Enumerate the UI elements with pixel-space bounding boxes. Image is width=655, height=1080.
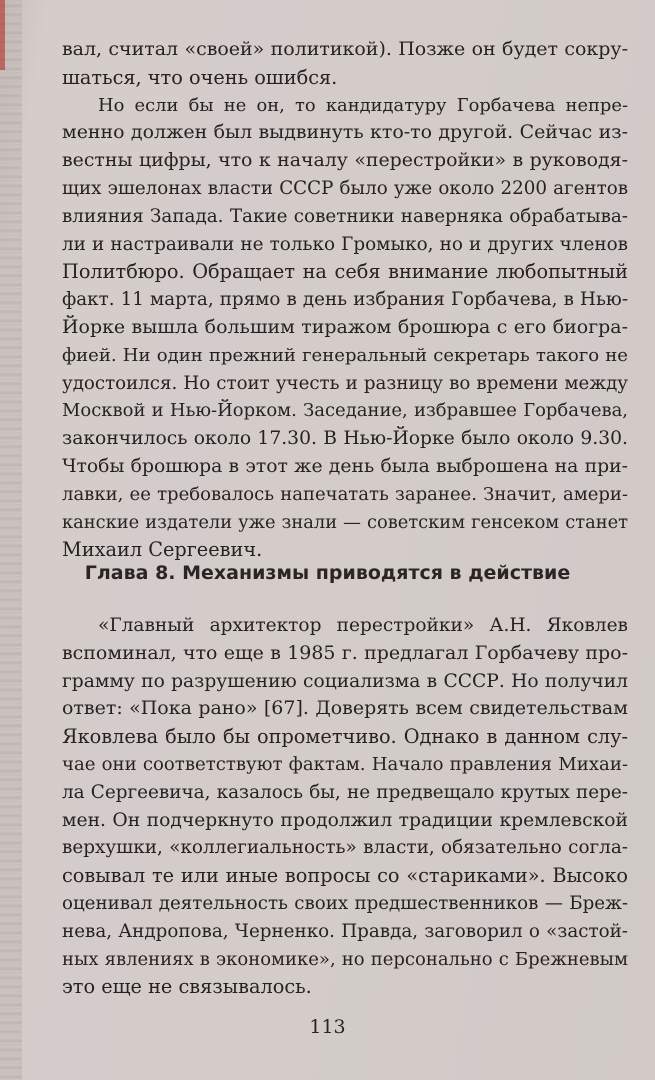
text-line: удостоился. Но стоит учесть и разницу во времени между — [62, 372, 628, 394]
text-line: вал, считал «своей» политикой). Позже он будет сокру- — [62, 38, 628, 60]
text-line: Йорке вышла большим тиражом брошюра с его биогра- — [62, 315, 628, 338]
text-line: Чтобы брошюра в этот же день была выброшена на при- — [62, 455, 628, 477]
text-line: Яковлева было бы опрометчиво. Однако в данном слу- — [62, 725, 628, 749]
text-line: менно должен был выдвинуть кто-то другой. Сейчас из- — [62, 121, 628, 144]
text-line: это еще не связывалось. — [62, 975, 312, 999]
text-line: канские издатели уже знали — советским генсеком станет — [62, 511, 628, 533]
text-line: верхушки, «коллегиальность» власти, обязательно согла- — [62, 837, 628, 859]
text-line: Но если бы не он, то кандидатуру Горбачева непре- — [98, 94, 628, 116]
text-line: щих эшелонах власти СССР было уже около 2200 агентов — [62, 177, 628, 199]
text-line: Москвой и Нью-Йорком. Заседание, избравшее Горбачева, — [62, 400, 628, 422]
text-line: ных явлениях в экономике», но персонально с Брежневым — [62, 948, 628, 970]
text-line: лавки, ее требовалось напечатать заранее. Значит, амери- — [62, 483, 628, 505]
chapter-heading: Глава 8. Механизмы приводятся в действие — [84, 562, 571, 584]
text-line: фией. Ни один прежний генеральный секретарь такого не — [62, 344, 628, 366]
body-text-top — [62, 36, 628, 564]
text-line: ли и настраивали не только Громыко, но и других членов — [62, 233, 628, 255]
body-text-bottom — [62, 612, 628, 1001]
page-edge — [0, 0, 22, 1080]
text-line: «Главный архитектор перестройки» А.Н. Яковлев — [98, 615, 628, 636]
text-line: совывал те или иные вопросы со «стариками». Высоко — [62, 864, 628, 888]
text-line: закончилось около 17.30. В Нью-Йорке было около 9.30. — [62, 428, 628, 450]
text-line: вестны цифры, что к началу «перестройки» в руководя- — [62, 149, 628, 172]
text-line: шаться, что очень ошибся. — [62, 65, 338, 89]
paragraph-1 — [62, 36, 628, 92]
text-line: влияния Запада. Такие советники наверняка обрабатыва- — [62, 205, 628, 227]
text-line: грамму по разрушению социализма в СССР. Но получил — [62, 670, 628, 692]
paragraph-3 — [62, 612, 628, 1001]
text-line: вспоминал, что еще в 1985 г. предлагал Горбачеву про- — [62, 641, 628, 664]
page-number: 113 — [309, 1016, 346, 1038]
text-line: нева, Андропова, Черненко. Правда, заговорил о «застой- — [62, 920, 628, 942]
paragraph-2 — [62, 92, 628, 565]
text-line: мен. Он подчеркнуто продолжил традиции кремлевской — [62, 809, 628, 831]
text-line: чае они соответствуют фактам. Начало правления Михаи- — [62, 753, 628, 775]
page-edge-mark — [0, 0, 5, 70]
text-line: ответ: «Пока рано» [67]. Доверять всем свидетельствам — [62, 697, 628, 720]
text-line: Политбюро. Обращает на себя внимание любопытный — [62, 260, 628, 284]
text-line: ла Сергеевича, казалось бы, не предвещало крутых пере- — [62, 781, 628, 803]
text-line: Михаил Сергеевич. — [62, 538, 263, 562]
text-line: факт. 11 марта, прямо в день избрания Горбачева, в Нью- — [62, 289, 628, 311]
text-line: оценивал деятельность своих предшественников — Бреж- — [62, 892, 628, 914]
